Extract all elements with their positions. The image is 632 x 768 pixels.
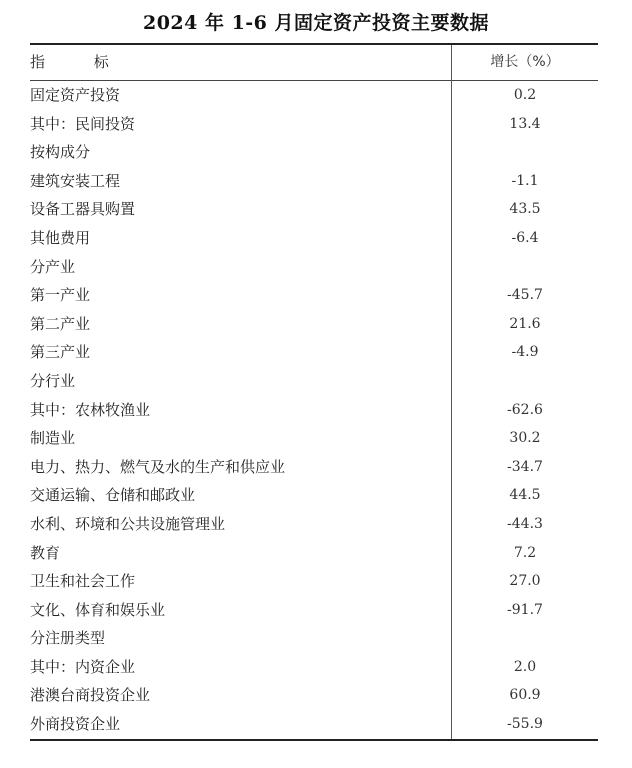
table-row [30, 681, 598, 710]
row-label: 港澳台商投资企业 [30, 686, 151, 705]
table-row [30, 710, 598, 740]
table-row [30, 224, 598, 253]
row-growth-value: 21.6 [452, 310, 599, 339]
table-row [30, 396, 598, 425]
row-growth-value: -62.6 [452, 396, 599, 425]
row-label: 其中：民间投资 [30, 114, 136, 133]
row-label: 其中：农林牧渔业 [30, 400, 151, 419]
table-body [30, 81, 598, 740]
row-growth-value: -4.9 [452, 338, 599, 367]
row-label: 固定资产投资 [30, 86, 121, 104]
table-row [30, 167, 598, 196]
row-growth-value: -91.7 [452, 596, 599, 625]
row-growth-value: -1.1 [452, 167, 599, 196]
row-label: 电力、热力、燃气及水的生产和供应业 [30, 457, 286, 476]
table-row [30, 539, 598, 568]
row-growth-value [452, 367, 599, 396]
row-growth-value: 60.9 [452, 681, 599, 710]
row-label: 其他费用 [30, 228, 91, 247]
row-label: 建筑安装工程 [30, 171, 121, 190]
table-row [30, 195, 598, 224]
table-row [30, 424, 598, 453]
row-growth-value: 44.5 [452, 481, 599, 510]
table-row [30, 510, 598, 539]
row-label: 第一产业 [30, 286, 91, 305]
table-row [30, 81, 598, 110]
row-label: 教育 [30, 543, 61, 562]
row-growth-value: 2.0 [452, 653, 599, 682]
row-growth-value: 7.2 [452, 539, 599, 568]
indicator-column-header: 指 标 [30, 53, 131, 71]
row-growth-value [452, 253, 599, 282]
row-label: 水利、环境和公共设施管理业 [30, 514, 226, 533]
row-growth-value: 0.2 [452, 81, 599, 110]
row-label: 第三产业 [30, 343, 91, 362]
table-row [30, 453, 598, 482]
row-label: 按构成分 [30, 143, 91, 162]
page-title: 2024 年 1-6 月固定资产投资主要数据 [142, 12, 490, 34]
row-growth-value [452, 138, 599, 167]
investment-table [30, 43, 598, 741]
growth-column-header: 增长（%） [452, 44, 599, 81]
row-label: 文化、体育和娱乐业 [30, 600, 166, 619]
table-row [30, 110, 598, 139]
row-growth-value: -6.4 [452, 224, 599, 253]
row-growth-value: -44.3 [452, 510, 599, 539]
table-row [30, 310, 598, 339]
row-label: 外商投资企业 [30, 715, 121, 734]
table-row [30, 567, 598, 596]
table-row [30, 367, 598, 396]
row-growth-value [452, 624, 599, 653]
row-growth-value: 43.5 [452, 195, 599, 224]
table-row [30, 253, 598, 282]
table-row [30, 596, 598, 625]
row-label: 卫生和社会工作 [30, 572, 136, 591]
row-label: 设备工器具购置 [30, 200, 136, 219]
row-label: 其中：内资企业 [30, 657, 136, 676]
table-header-row [30, 44, 598, 81]
row-growth-value: 30.2 [452, 424, 599, 453]
row-label: 交通运输、仓储和邮政业 [30, 486, 196, 505]
row-growth-value: -55.9 [452, 710, 599, 740]
row-label: 制造业 [30, 429, 76, 448]
row-growth-value: -45.7 [452, 281, 599, 310]
row-label: 分行业 [30, 371, 76, 390]
table-row [30, 281, 598, 310]
row-growth-value: 27.0 [452, 567, 599, 596]
row-label: 分注册类型 [30, 629, 106, 648]
table-row [30, 481, 598, 510]
row-growth-value: 13.4 [452, 110, 599, 139]
table-row [30, 338, 598, 367]
table-row [30, 653, 598, 682]
row-growth-value: -34.7 [452, 453, 599, 482]
table-row [30, 138, 598, 167]
row-label: 分产业 [30, 257, 76, 276]
row-label: 第二产业 [30, 314, 91, 333]
table-row [30, 624, 598, 653]
